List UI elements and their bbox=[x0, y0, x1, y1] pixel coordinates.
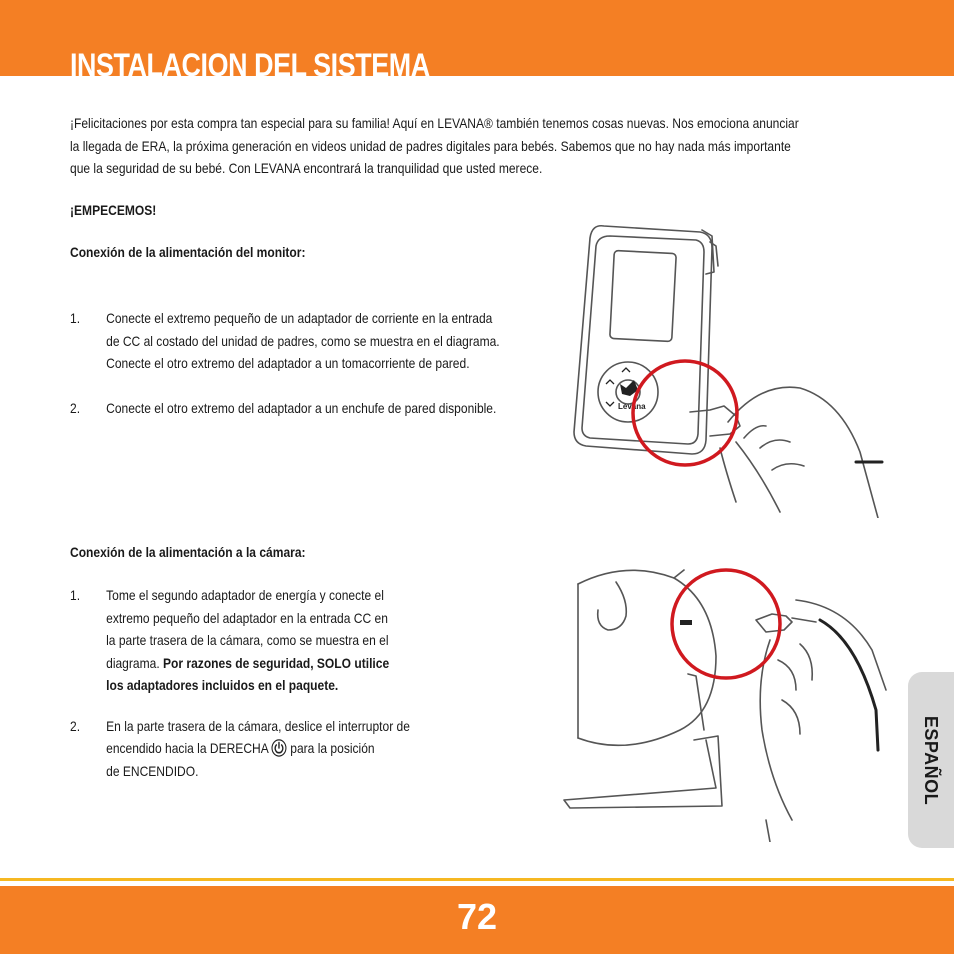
intro-line: que la seguridad de su bebé. Con LEVANA encontrará la tranquilidad que usted merece. bbox=[70, 160, 543, 176]
page-number: 72 bbox=[456, 896, 498, 937]
power-icon bbox=[271, 739, 286, 757]
monitor-step-1 bbox=[70, 307, 500, 375]
camera-step-1 bbox=[70, 584, 410, 697]
camera-step-2 bbox=[70, 715, 410, 783]
step-line: Conecte el extremo pequeño de un adaptador de corriente en la entrada bbox=[106, 310, 493, 326]
step-line: la parte trasera de la cámara, como se muestra en el bbox=[106, 632, 389, 648]
monitor-step-2 bbox=[70, 397, 500, 420]
step-number: 2. bbox=[70, 717, 81, 734]
step-line: extremo pequeño del adaptador en la entrada CC en bbox=[106, 609, 388, 626]
step-line: de ENCENDIDO. bbox=[106, 762, 199, 779]
step-line bbox=[106, 652, 410, 675]
intro-paragraph bbox=[70, 112, 887, 180]
step-text: encendido hacia la DERECHA bbox=[106, 740, 269, 756]
step-line: de CC al costado del unidad de padres, como se muestra en el diagrama. bbox=[106, 332, 500, 349]
start-heading: ¡EMPECEMOS! bbox=[70, 202, 157, 218]
language-tab-label: ESPAÑOL bbox=[921, 715, 942, 805]
camera-steps bbox=[70, 584, 410, 804]
step-number: 1. bbox=[70, 587, 81, 603]
monitor-heading: Conexión de la alimentación del monitor: bbox=[70, 244, 306, 260]
footer-accent-line bbox=[0, 878, 954, 881]
step-line bbox=[106, 737, 410, 760]
safety-warning: Por razones de seguridad, SOLO utilice bbox=[163, 654, 390, 671]
step-number: 2. bbox=[70, 399, 81, 416]
camera-port bbox=[680, 620, 692, 625]
intro-line: la llegada de ERA, la próxima generación en videos unidad de padres digitales para bebés. Sabemos que no hay nada más importante bbox=[70, 137, 791, 154]
camera-heading: Conexión de la alimentación a la cámara: bbox=[70, 544, 306, 560]
step-text: para la posición bbox=[290, 740, 375, 756]
monitor-steps bbox=[70, 307, 500, 441]
language-tab bbox=[908, 672, 954, 848]
step-line: Tome el segundo adaptador de energía y conecte el bbox=[106, 587, 384, 603]
step-text: diagrama. bbox=[106, 654, 164, 671]
step-number: 1. bbox=[70, 310, 81, 326]
device-logo: Levana bbox=[618, 402, 646, 411]
camera-illustration bbox=[556, 560, 890, 842]
safety-warning: los adaptadores incluidos en el paquete. bbox=[106, 677, 339, 693]
step-line: En la parte trasera de la cámara, deslice el interruptor de bbox=[106, 717, 410, 734]
step-line: Conecte el otro extremo del adaptador a un enchufe de pared disponible. bbox=[106, 399, 497, 416]
page-title: INSTALACION DEL SISTEMA bbox=[70, 47, 430, 83]
step-line: Conecte el otro extremo del adaptador a un tomacorriente de pared. bbox=[106, 355, 470, 371]
intro-line: ¡Felicitaciones por esta compra tan especial para su familia! Aquí en LEVANA® también tenemos cosas nuevas. Nos emociona anunciar bbox=[70, 115, 799, 131]
monitor-illustration bbox=[560, 212, 890, 518]
